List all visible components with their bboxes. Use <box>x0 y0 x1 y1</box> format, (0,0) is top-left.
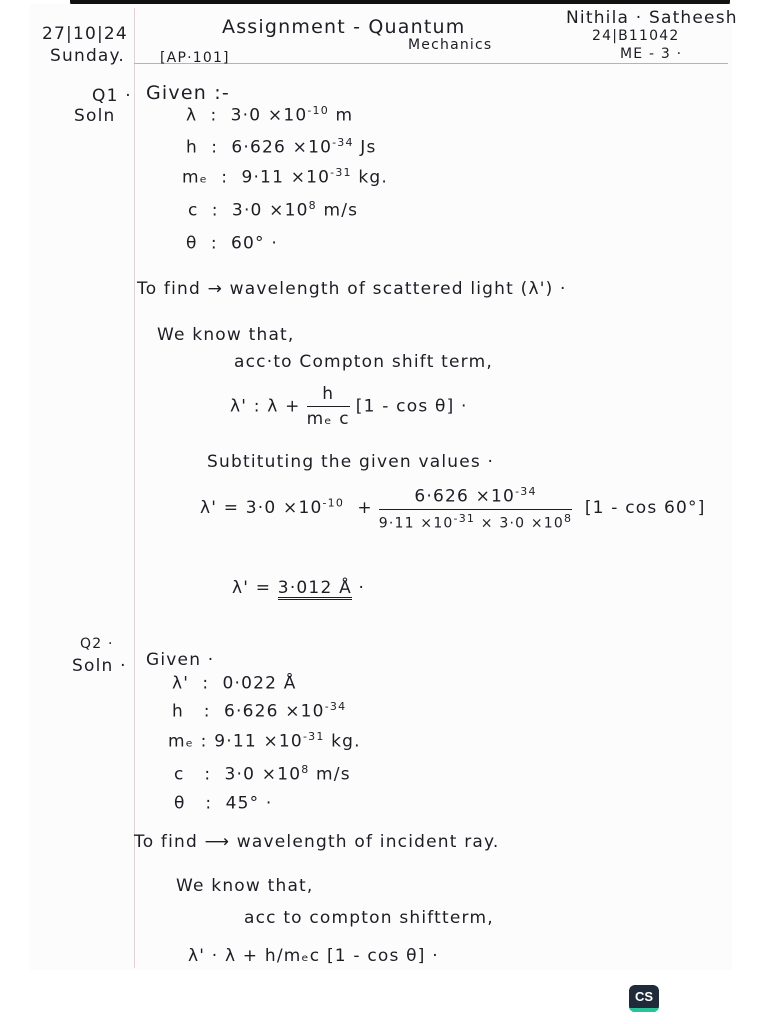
q1-substitution-equation: $\lambda' = 3\cdot 0 \times 10^{-10}$ + $\frac{6\cdot 626 \times 10^{-34}}{9\cdot 11 \times 10^{-31} \times 3\cdot 0 \times 10^8}$ [1 - cos 60°] <box>200 485 706 532</box>
q2-given-h: h : $6\cdot 626 \times 10^{-34}$ <box>172 700 347 722</box>
q2-acc-to: acc to compton shiftterm, <box>244 908 494 928</box>
q1-given-heading: Given :- <box>146 82 230 104</box>
q2-we-know: We know that, <box>176 876 314 896</box>
q1-soln-label: Soln <box>74 106 116 126</box>
q1-given-me: mₑ : $9\cdot 11 \times 10^{-31}$ kg. <box>182 166 388 188</box>
q2-label: Q2 · <box>80 636 114 652</box>
q2-compton-formula: λ' · λ + h/mₑc [1 - cos θ] · <box>188 946 439 966</box>
section: ME - 3 · <box>620 46 683 62</box>
q1-result: λ' = 3·012 Å · <box>232 578 366 598</box>
q2-given-c: c : $3\cdot 0 \times 10^8$ m/s <box>174 763 351 785</box>
q1-given-c: c : $3\cdot 0 \times 10^8$ m/s <box>188 199 359 221</box>
roll-number: 24|B11042 <box>592 28 680 44</box>
q1-to-find: To find → wavelength of scattered light (λ') · <box>137 279 567 299</box>
q2-to-find: To find ⟶ wavelength of incident ray. <box>134 832 500 852</box>
q1-substituting: Subtituting the given values · <box>207 452 495 472</box>
q1-result-value: 3·012 Å <box>277 578 352 598</box>
q1-label: Q1 · <box>92 86 132 106</box>
q2-given-lambda-prime: λ' : 0·022 Å <box>172 673 297 694</box>
assignment-title-line2: Mechanics <box>408 37 493 53</box>
q1-given-lambda: λ : $3\cdot 0 \times 10^{-10}$ m <box>186 104 354 126</box>
course-code: [AP·101] <box>160 50 230 66</box>
q2-given-me: mₑ : $9\cdot 11 \times 10^{-31}$ kg. <box>168 730 361 752</box>
q2-given-heading: Given · <box>146 650 215 670</box>
q2-soln-label: Soln · <box>72 656 127 676</box>
student-name: Nithila · Satheesh <box>566 8 738 28</box>
day: Sunday. <box>50 46 125 66</box>
q1-compton-formula: λ' : λ + $\frac{h}{\text{mₑ c}}$ [1 - cos θ] · <box>230 384 468 429</box>
date: 27|10|24 <box>42 24 128 44</box>
q1-acc-to: acc·to Compton shift term, <box>234 352 493 372</box>
q1-we-know: We know that, <box>157 325 295 345</box>
margin-line <box>134 8 135 968</box>
camscanner-logo-icon: CS <box>629 985 659 1012</box>
q1-given-h: h : $6\cdot 626 \times 10^{-34}$ Js <box>186 136 377 158</box>
q1-given-theta: θ : 60° · <box>186 233 278 254</box>
assignment-title: Assignment - Quantum <box>222 16 466 38</box>
q2-given-theta: θ : 45° · <box>174 793 273 814</box>
